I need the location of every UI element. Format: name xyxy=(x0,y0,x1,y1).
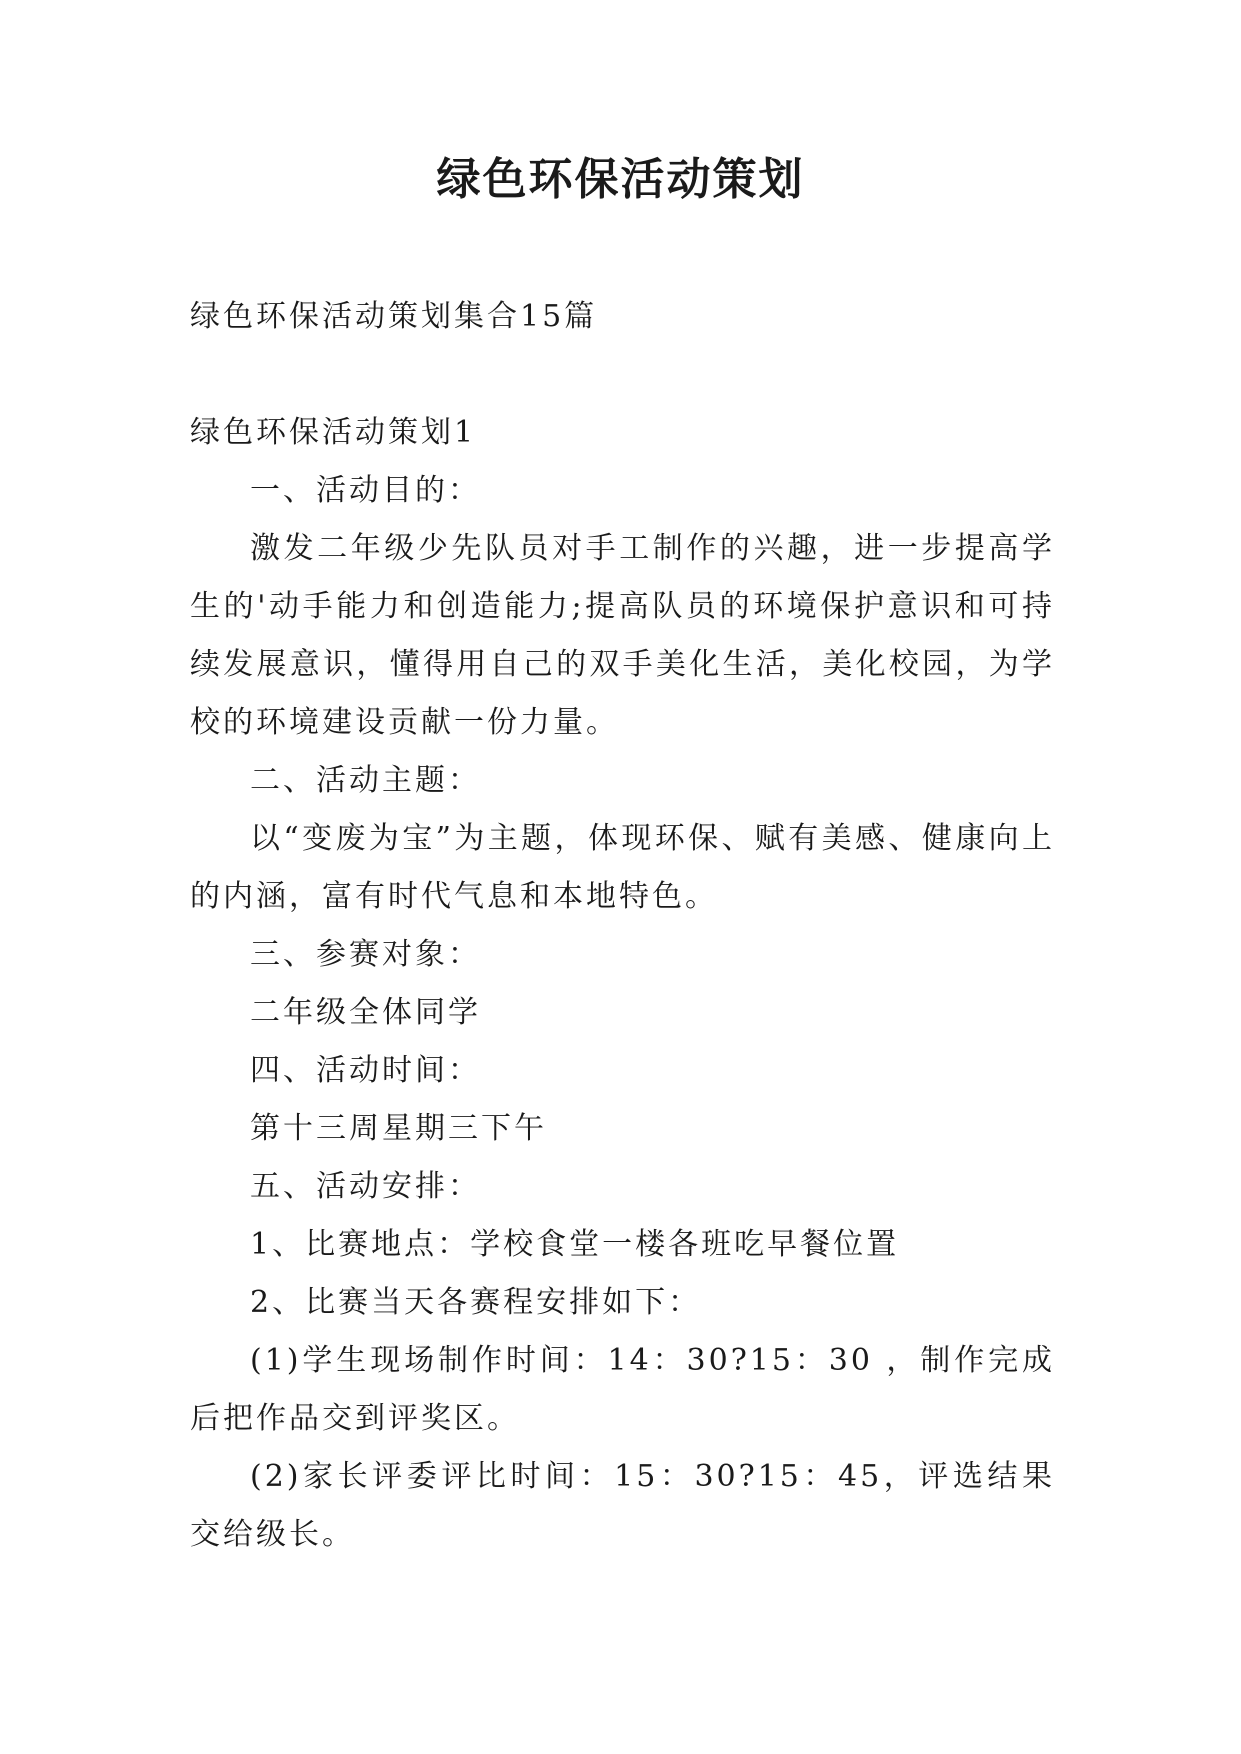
document-body xyxy=(190,462,1055,1564)
paragraph-participants: 二年级全体同学 xyxy=(250,995,481,1030)
paragraph-schedule-item-2: (2)家长评委评比时间：15：30?15：45，评选结果交给级长。 xyxy=(190,1459,1055,1552)
heading-purpose: 一、活动目的： xyxy=(250,473,481,508)
heading-theme: 二、活动主题： xyxy=(250,763,481,798)
heading-time: 四、活动时间： xyxy=(250,1053,481,1088)
heading-participants: 三、参赛对象： xyxy=(250,937,481,972)
paragraph-theme: 以“变废为宝”为主题，体现环保、赋有美感、健康向上的内涵，富有时代气息和本地特色。 xyxy=(190,821,1055,914)
heading-arrangement: 五、活动安排： xyxy=(250,1169,481,1204)
section-heading: 绿色环保活动策划1 xyxy=(190,415,477,450)
paragraph-time: 第十三周星期三下午 xyxy=(250,1111,547,1146)
document-subtitle: 绿色环保活动策划集合15篇 xyxy=(190,299,598,334)
paragraph-schedule-item-1: (1)学生现场制作时间：14：30?15：30 ，制作完成后把作品交到评奖区。 xyxy=(190,1343,1055,1436)
paragraph-purpose: 激发二年级少先队员对手工制作的兴趣，进一步提高学生的'动手能力和创造能力;提高队员的环境保护意识和可持续发展意识，懂得用自己的双手美化生活，美化校园，为学校的环境建设贡献一份力量。 xyxy=(190,531,1055,740)
document-title: 绿色环保活动策划 xyxy=(436,154,805,205)
paragraph-schedule: 2、比赛当天各赛程安排如下： xyxy=(250,1285,702,1320)
paragraph-location: 1、比赛地点：学校食堂一楼各班吃早餐位置 xyxy=(250,1227,900,1262)
